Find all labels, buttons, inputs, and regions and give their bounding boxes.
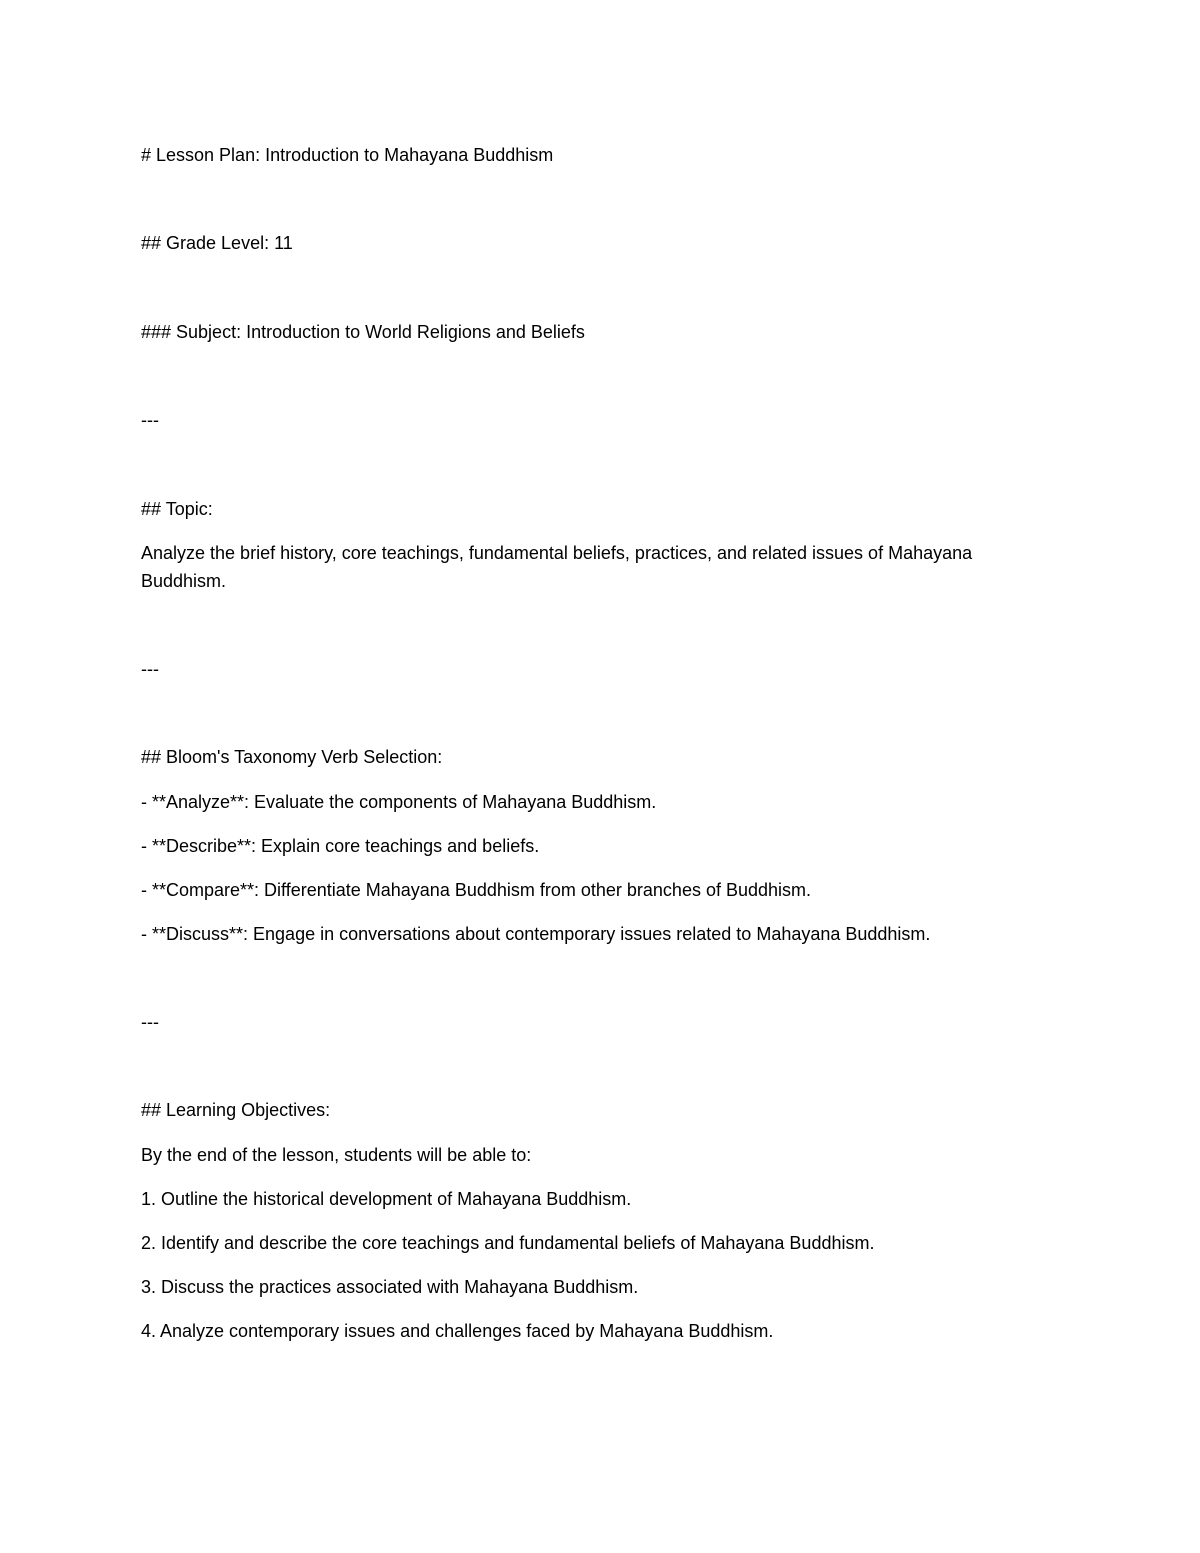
blooms-item-compare: - **Compare**: Differentiate Mahayana Buddhism from other branches of Buddhism. bbox=[141, 880, 812, 900]
objective-item-3: 3. Discuss the practices associated with Mahayana Buddhism. bbox=[141, 1277, 639, 1297]
blooms-item-describe: - **Describe**: Explain core teachings and beliefs. bbox=[141, 836, 540, 856]
blooms-heading: ## Bloom's Taxonomy Verb Selection: bbox=[141, 747, 443, 767]
objectives-intro: By the end of the lesson, students will be able to: bbox=[141, 1145, 532, 1165]
grade-level: ## Grade Level: 11 bbox=[141, 233, 293, 253]
topic-heading: ## Topic: bbox=[141, 499, 213, 519]
separator-3: --- bbox=[141, 1012, 159, 1032]
blooms-item-discuss: - **Discuss**: Engage in conversations about contemporary issues related to Mahayana Buddhism. bbox=[141, 924, 931, 944]
objective-item-1: 1. Outline the historical development of Mahayana Buddhism. bbox=[141, 1189, 632, 1209]
separator-1: --- bbox=[141, 410, 159, 430]
subject: ### Subject: Introduction to World Religions and Beliefs bbox=[141, 322, 585, 342]
objective-item-4: 4. Analyze contemporary issues and challenges faced by Mahayana Buddhism. bbox=[141, 1321, 774, 1341]
document-title: # Lesson Plan: Introduction to Mahayana Buddhism bbox=[141, 145, 554, 165]
blooms-item-analyze: - **Analyze**: Evaluate the components of Mahayana Buddhism. bbox=[141, 792, 657, 812]
objective-item-2: 2. Identify and describe the core teachings and fundamental beliefs of Mahayana Buddhism. bbox=[141, 1233, 875, 1253]
topic-text: Analyze the brief history, core teachings, fundamental beliefs, practices, and related issues of Mahayana Buddhism. bbox=[141, 543, 973, 591]
objectives-heading: ## Learning Objectives: bbox=[141, 1100, 331, 1120]
separator-2: --- bbox=[141, 659, 159, 679]
